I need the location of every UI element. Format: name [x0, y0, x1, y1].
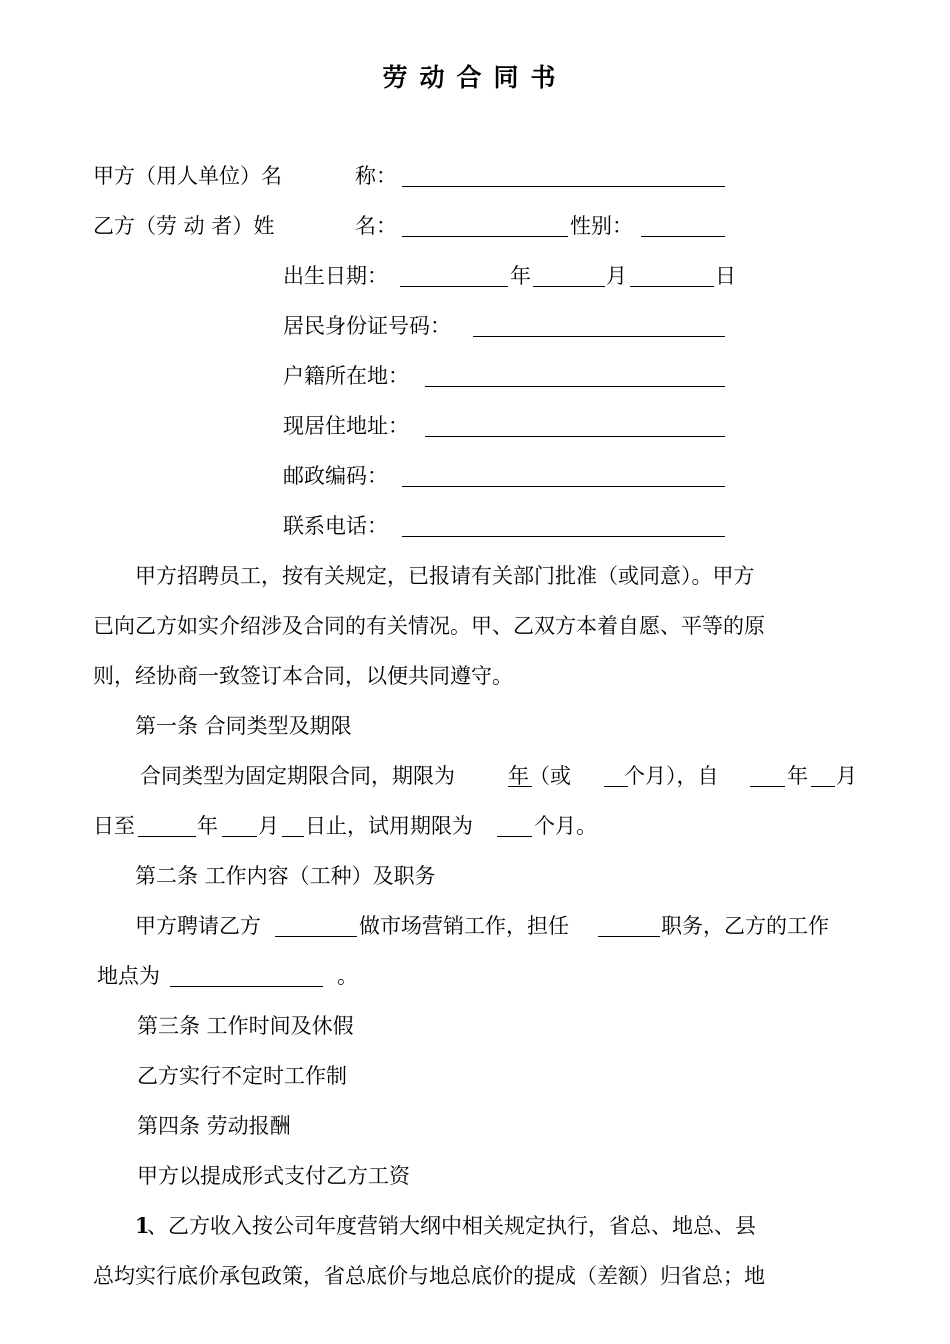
- intro-line-1: 甲方招聘员工，按有关规定，已报请有关部门批准（或同意）。甲方: [135, 564, 755, 588]
- household-field[interactable]: [425, 386, 725, 387]
- phone-label: 联系电话：: [283, 514, 388, 538]
- article-4-heading: 第四条 劳动报酬: [137, 1114, 291, 1138]
- postcode-field[interactable]: [402, 486, 725, 487]
- id-number-field[interactable]: [473, 336, 725, 337]
- birth-month-field[interactable]: [533, 286, 605, 287]
- start-month-field[interactable]: [811, 786, 835, 787]
- art1-text-e: 月: [836, 764, 857, 788]
- id-number-label: 居民身份证号码：: [283, 314, 451, 338]
- intro-line-2: 已向乙方如实介绍涉及合同的有关情况。甲、乙双方本着自愿、平等的原: [93, 614, 765, 638]
- birth-month-unit: 月: [606, 264, 627, 288]
- end-month-field[interactable]: [222, 836, 257, 837]
- art2-text-e: 。: [337, 964, 358, 988]
- term-months-field[interactable]: [604, 786, 628, 787]
- phone-field[interactable]: [402, 536, 725, 537]
- probation-field[interactable]: [497, 836, 532, 837]
- art1-text-j: 个月。: [534, 814, 597, 838]
- article-4-item-1-line-2: 总均实行底价承包政策，省总底价与地总底价的提成（差额）归省总；地: [93, 1264, 765, 1288]
- art2-text-a: 甲方聘请乙方: [135, 914, 261, 938]
- department-field[interactable]: [275, 936, 357, 937]
- term-years-field[interactable]: [508, 786, 532, 787]
- art1-text-i: 日止，试用期限为: [305, 814, 473, 838]
- party-a-name-field[interactable]: [402, 186, 725, 187]
- art2-text-c: 职务，乙方的工作: [661, 914, 829, 938]
- article-2-heading: 第二条 工作内容（工种）及职务: [135, 864, 436, 888]
- art1-text-g: 年: [197, 814, 218, 838]
- party-b-name-field[interactable]: [402, 236, 568, 237]
- postcode-label: 邮政编码：: [283, 464, 388, 488]
- gender-field[interactable]: [641, 236, 725, 237]
- item-1-text-a: 、乙方收入按公司年度营销大纲中相关规定执行，省总、地总、县: [147, 1214, 756, 1238]
- art1-text-a: 合同类型为固定期限合同，期限为: [140, 764, 455, 788]
- party-a-label: 甲方（用人单位）名: [93, 164, 282, 188]
- party-b-label: 乙方（劳 动 者）姓: [93, 214, 275, 238]
- art1-text-h: 月: [258, 814, 279, 838]
- art1-text-c: 个月），自: [624, 764, 719, 788]
- address-label: 现居住地址：: [283, 414, 409, 438]
- household-label: 户籍所在地：: [283, 364, 409, 388]
- birth-day-field[interactable]: [630, 286, 714, 287]
- art1-text-f: 日至: [93, 814, 135, 838]
- document-title: 劳动合同书: [382, 63, 568, 92]
- end-day-field[interactable]: [282, 836, 304, 837]
- item-1-number: 1: [135, 1213, 150, 1238]
- article-2-line-1: [135, 912, 865, 940]
- art2-text-d: 地点为: [97, 964, 160, 988]
- work-location-field[interactable]: [170, 986, 323, 987]
- article-4-item-1-line-1: [135, 1212, 865, 1240]
- birth-year-unit: 年: [510, 264, 531, 288]
- intro-line-3: 则，经协商一致签订本合同，以便共同遵守。: [93, 664, 513, 688]
- article-3-body: 乙方实行不定时工作制: [137, 1064, 347, 1088]
- birth-date-label: 出生日期：: [283, 264, 388, 288]
- art1-text-d: 年: [787, 764, 808, 788]
- article-4-body: 甲方以提成形式支付乙方工资: [137, 1164, 410, 1188]
- address-field[interactable]: [425, 436, 725, 437]
- gender-label: 性别：: [570, 214, 633, 238]
- birth-year-field[interactable]: [400, 286, 508, 287]
- position-field[interactable]: [598, 936, 660, 937]
- start-year-field[interactable]: [750, 786, 785, 787]
- birth-day-unit: 日: [715, 264, 736, 288]
- article-1-heading: 第一条 合同类型及期限: [135, 714, 352, 738]
- end-year-field[interactable]: [138, 836, 196, 837]
- party-a-name-label: 称：: [355, 164, 397, 188]
- art2-text-b: 做市场营销工作，担任: [359, 914, 569, 938]
- party-b-name-label: 名：: [355, 214, 397, 238]
- art1-text-b: 年（或: [508, 764, 571, 788]
- article-3-heading: 第三条 工作时间及休假: [137, 1014, 354, 1038]
